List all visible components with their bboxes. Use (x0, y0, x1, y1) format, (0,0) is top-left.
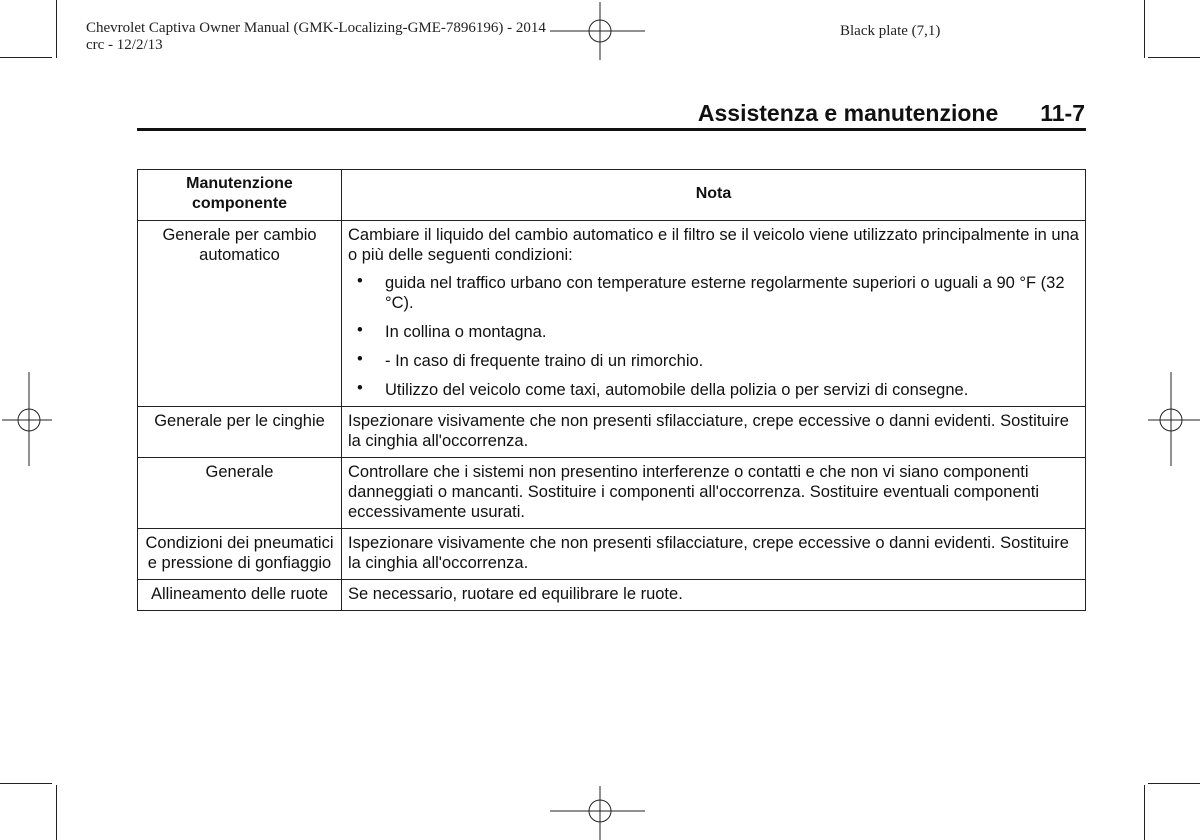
list-item-text: - In caso di frequente traino di un rimorchio. (385, 352, 704, 370)
crop-mark (1144, 0, 1145, 58)
component-cell: Generale (138, 458, 342, 529)
note-cell: Ispezionare visivamente che non presenti sfilacciature, crepe eccessive o danni evidenti. Sostituire la cinghia all'occorrenza. (342, 529, 1086, 580)
crop-mark (56, 785, 57, 840)
chapter-title: Assistenza e manutenzione (697, 100, 999, 126)
crop-mark (1148, 783, 1200, 784)
component-cell: Condizioni dei pneumatici e pressione di gonfiaggio (138, 529, 342, 580)
header-rule (137, 128, 1086, 131)
bullet-icon: • (357, 272, 363, 290)
header-component: Manutenzione componente (138, 170, 342, 221)
chapter-header (698, 100, 1085, 127)
plate-label: Black plate (7,1) (840, 23, 941, 39)
registration-mark-top (550, 2, 650, 62)
list-item-text: In collina o montagna. (385, 323, 547, 341)
list-item (348, 273, 1079, 313)
table-row (138, 529, 1086, 580)
bullet-icon: • (357, 321, 363, 339)
list-item-text: Utilizzo del veicolo come taxi, automobile della polizia o per servizi di consegne. (385, 381, 969, 399)
component-cell: Generale per cambio automatico (138, 221, 342, 407)
note-cell: Controllare che i sistemi non presentino interferenze o contatti e che non vi siano componenti danneggiati o mancanti. Sostituire i componenti all'occorrenza. Sostituire eventuali componenti eccessivamente usurati. (342, 458, 1086, 529)
list-item (348, 322, 1079, 342)
crop-mark (1144, 785, 1145, 840)
table-row (138, 407, 1086, 458)
crop-mark (1148, 57, 1200, 58)
crop-mark (56, 0, 57, 58)
note-cell: Se necessario, ruotare ed equilibrare le ruote. (342, 580, 1086, 611)
component-cell: Allineamento delle ruote (138, 580, 342, 611)
page-number: 11-7 (1040, 100, 1085, 126)
note-cell (342, 221, 1086, 407)
bullet-icon: • (357, 379, 363, 397)
bullet-icon: • (357, 350, 363, 368)
maintenance-table (137, 169, 1086, 611)
note-cell: Ispezionare visivamente che non presenti sfilacciature, crepe eccessive o danni evidenti. Sostituire la cinghia all'occorrenza. (342, 407, 1086, 458)
header-note: Nota (342, 170, 1086, 221)
list-item (348, 351, 1079, 371)
crop-mark (0, 783, 52, 784)
list-item-text: guida nel traffico urbano con temperature esterne regolarmente superiori o uguali a 90 °F (32 °C). (385, 274, 1065, 312)
table-row (138, 580, 1086, 611)
table-row (138, 458, 1086, 529)
print-meta (86, 20, 546, 54)
print-meta-title: Chevrolet Captiva Owner Manual (GMK-Localizing-GME-7896196) - 2014 (86, 20, 546, 36)
note-text: Cambiare il liquido del cambio automatico e il filtro se il veicolo viene utilizzato principalmente in una o più delle seguenti condizioni: (348, 226, 1079, 264)
table-row (138, 221, 1086, 407)
table-header-row (138, 170, 1086, 221)
registration-mark-right (1144, 372, 1200, 468)
component-cell: Generale per le cinghie (138, 407, 342, 458)
condition-list (348, 273, 1079, 400)
registration-mark-left (2, 372, 56, 468)
print-meta-date: crc - 12/2/13 (86, 37, 163, 53)
list-item (348, 380, 1079, 400)
crop-mark (0, 57, 52, 58)
registration-mark-bottom (550, 786, 650, 840)
